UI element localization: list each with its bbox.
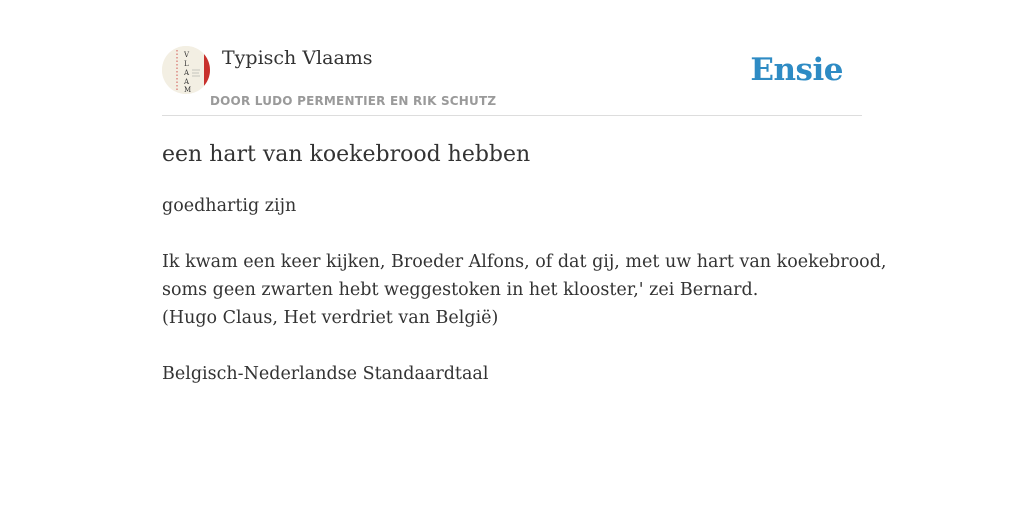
svg-text:A: A (184, 78, 190, 86)
paragraph-gap (162, 220, 862, 248)
example-line: Ik kwam een keer kijken, Broeder Alfons, of dat gij, met uw hart van koekebrood, (162, 252, 887, 272)
entry-title: een hart van koekebrood hebben (162, 142, 531, 167)
entry-definition: goedhartig zijn (162, 196, 297, 216)
svg-text:A: A (184, 69, 190, 77)
entry-header (162, 46, 862, 116)
source-logo-icon[interactable] (162, 46, 210, 94)
entry-body (162, 192, 887, 388)
entry-register: Belgisch-Nederlandse Standaardtaal (162, 364, 489, 384)
svg-text:V: V (184, 51, 190, 59)
svg-text:M: M (184, 86, 192, 94)
example-line: soms geen zwarten hebt weggestoken in het klooster,' zei Bernard. (162, 280, 759, 300)
entry-card (162, 46, 887, 384)
svg-text:L: L (184, 60, 189, 68)
ensie-logo[interactable]: Ensie (750, 52, 843, 88)
source-title[interactable]: Typisch Vlaams (222, 47, 373, 69)
paragraph-gap (162, 332, 862, 360)
source-authors: DOOR LUDO PERMENTIER EN RIK SCHUTZ (210, 94, 497, 108)
example-citation: (Hugo Claus, Het verdriet van België) (162, 308, 499, 328)
